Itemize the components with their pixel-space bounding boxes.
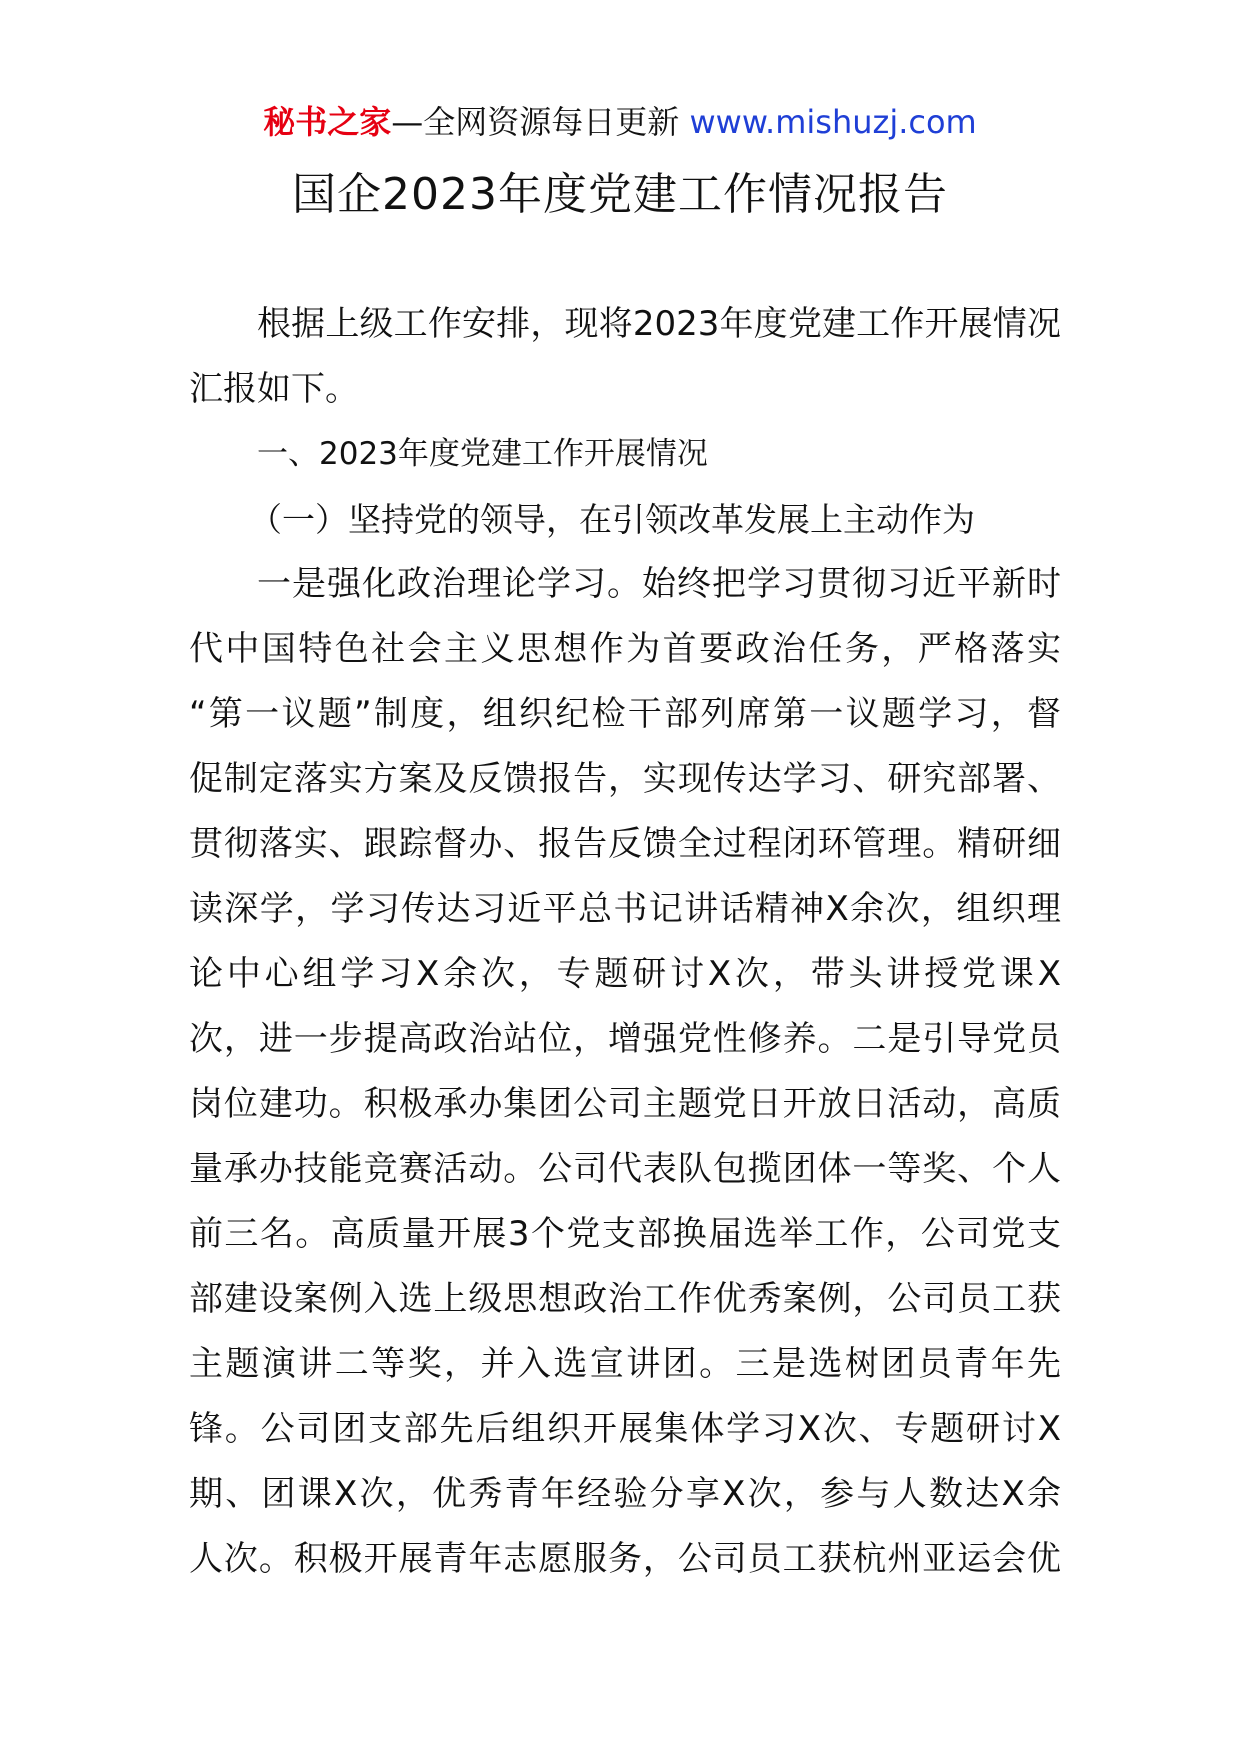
website-url[interactable]: www.mishuzj.com <box>689 103 977 141</box>
text-line: 期、团课X次，优秀青年经验分享X次，参与人数达X余 <box>189 1474 1061 1514</box>
text-line: 论中心组学习X余次，专题研讨X次，带头讲授党课X <box>189 954 1061 994</box>
text-line: 贯彻落实、跟踪督办、报告反馈全过程闭环管理。精研细 <box>189 824 1061 864</box>
text-line: 根据上级工作安排，现将2023年度党建工作开展情况 <box>257 304 1061 344</box>
text-line: 前三名。高质量开展3个党支部换届选举工作，公司党支 <box>189 1214 1061 1254</box>
body-paragraph <box>189 552 1061 1592</box>
text-line: “第一议题”制度，组织纪检干部列席第一议题学习，督 <box>189 694 1061 734</box>
text-line: 代中国特色社会主义思想作为首要政治任务，严格落实 <box>189 629 1061 669</box>
subsection-heading: （一）坚持党的领导，在引领改革发展上主动作为 <box>249 500 975 539</box>
text-line: 量承办技能竞赛活动。公司代表队包揽团体一等奖、个人 <box>189 1149 1061 1189</box>
text-line: 促制定落实方案及反馈报告，实现传达学习、研究部署、 <box>189 759 1061 799</box>
text-line: 岗位建功。积极承办集团公司主题党日开放日活动，高质 <box>189 1084 1061 1124</box>
watermark-header <box>0 98 1240 146</box>
text-line: 部建设案例入选上级思想政治工作优秀案例，公司员工获 <box>189 1279 1061 1319</box>
section-heading: 一、2023年度党建工作开展情况 <box>257 436 708 472</box>
text-line: 人次。积极开展青年志愿服务，公司员工获杭州亚运会优 <box>189 1539 1061 1579</box>
text-line: 一是强化政治理论学习。始终把学习贯彻习近平新时 <box>257 564 1061 604</box>
text-line: 读深学，学习传达习近平总书记讲话精神X余次，组织理 <box>189 889 1061 929</box>
text-line: 锋。公司团支部先后组织开展集体学习X次、专题研讨X <box>189 1409 1061 1449</box>
slogan-text: —全网资源每日更新 <box>391 103 680 141</box>
text-line: 次，进一步提高政治站位，增强党性修养。二是引导党员 <box>189 1019 1061 1059</box>
intro-paragraph <box>189 292 1061 422</box>
text-line: 汇报如下。 <box>189 369 359 409</box>
text-line: 主题演讲二等奖，并入选宣讲团。三是选树团员青年先 <box>189 1344 1061 1384</box>
document-body <box>189 292 1061 1592</box>
brand-name: 秘书之家 <box>263 103 392 141</box>
document-title: 国企2023年度党建工作情况报告 <box>292 169 948 220</box>
